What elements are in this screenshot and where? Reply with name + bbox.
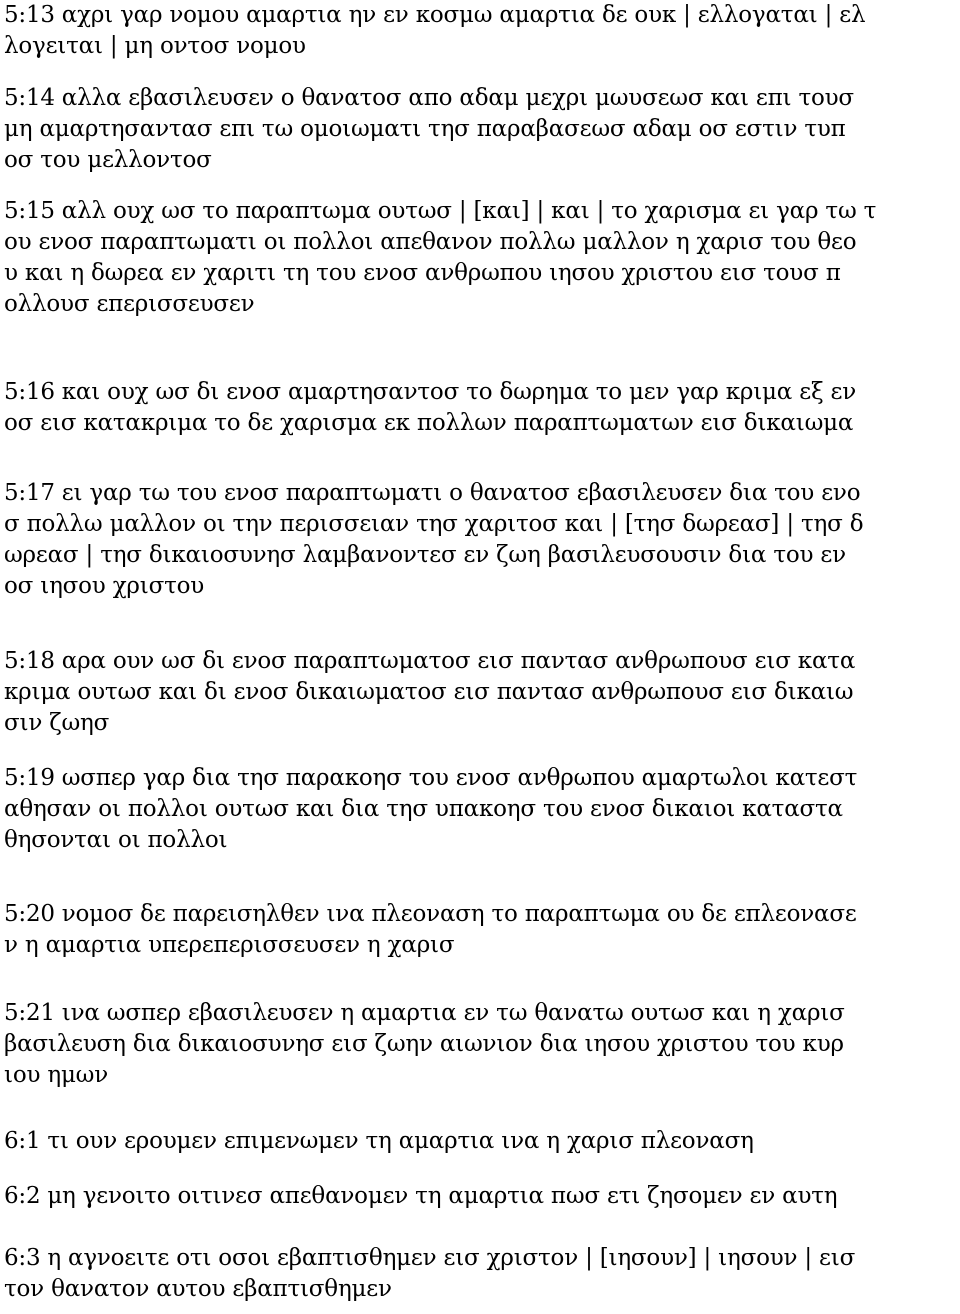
verse-ref: 5:18 <box>4 648 55 674</box>
verse-5-19 <box>4 763 960 856</box>
verse-line: σ πολλω μαλλον οι την περισσειαν τησ χαριτοσ και | [τησ δωρεασ] | τησ δ <box>4 511 864 537</box>
verse-text: ινα ωσπερ εβασιλευσεν η αμαρτια εν τω θανατω ουτωσ και η χαρισ <box>61 1000 845 1026</box>
verse-ref: 5:21 <box>4 1000 55 1026</box>
verse-line: οσ εισ κατακριμα το δε χαρισμα εκ πολλων παραπτωματων εισ δικαιωμα <box>4 410 854 436</box>
verse-line: θησονται οι πολλοι <box>4 827 228 853</box>
verse-text: νομοσ δε παρεισηλθεν ινα πλεοναση το παραπτωμα ου δε επλεονασε <box>61 901 857 927</box>
verse-5-14 <box>4 83 960 176</box>
verse-5-18 <box>4 646 960 739</box>
verse-line <box>4 1181 960 1212</box>
verse-line: κριμα ουτωσ και δι ενοσ δικαιωματοσ εισ παντασ ανθρωπουσ εισ δικαιω <box>4 679 854 705</box>
verse-line <box>4 0 960 31</box>
verse-line <box>4 377 960 408</box>
verse-ref: 6:2 <box>4 1183 41 1209</box>
verse-5-16 <box>4 377 960 439</box>
verse-5-20 <box>4 899 960 961</box>
verse-5-21 <box>4 998 960 1091</box>
verse-6-3 <box>4 1243 960 1305</box>
verse-text: αχρι γαρ νομου αμαρτια ην εν κοσμω αμαρτια δε ουκ | ελλογαται | ελ <box>61 2 866 28</box>
verse-line <box>4 478 960 509</box>
verse-text: τι ουν ερουμεν επιμενωμεν τη αμαρτια ινα η χαρισ πλεοναση <box>47 1128 754 1154</box>
verse-ref: 5:14 <box>4 85 55 111</box>
verse-text: αλλα εβασιλευσεν ο θανατοσ απο αδαμ μεχρι μωυσεωσ και επι τουσ <box>61 85 854 111</box>
verse-line <box>4 1126 960 1157</box>
verse-ref: 6:3 <box>4 1245 41 1271</box>
verse-ref: 5:16 <box>4 379 55 405</box>
verse-line <box>4 83 960 114</box>
verse-ref: 5:15 <box>4 198 55 224</box>
verse-6-1 <box>4 1126 960 1157</box>
verse-ref: 6:1 <box>4 1128 41 1154</box>
verse-text: ωσπερ γαρ δια τησ παρακοησ του ενοσ ανθρωπου αμαρτωλοι κατεστ <box>61 765 858 791</box>
verse-line: αθησαν οι πολλοι ουτωσ και δια τησ υπακοησ του ενοσ δικαιοι καταστα <box>4 796 843 822</box>
verse-text: και ουχ ωσ δι ενοσ αμαρτησαντοσ το δωρημα το μεν γαρ κριμα εξ εν <box>61 379 857 405</box>
verse-line: υ και η δωρεα εν χαριτι τη του ενοσ ανθρωπου ιησου χριστου εισ τουσ π <box>4 260 841 286</box>
verse-line: ολλουσ επερισσευσεν <box>4 291 255 317</box>
verse-line: σιν ζωησ <box>4 710 110 736</box>
verse-line: ιου ημων <box>4 1062 109 1088</box>
verse-line <box>4 196 960 227</box>
verse-6-2 <box>4 1181 960 1212</box>
verse-line: τον θανατον αυτου εβαπτισθημεν <box>4 1276 392 1302</box>
verse-line: ωρεασ | τησ δικαιοσυνησ λαμβανοντεσ εν ζωη βασιλευσουσιν δια του εν <box>4 542 846 568</box>
verse-text: αλλ ουχ ωσ το παραπτωμα ουτωσ | [και] | και | το χαρισμα ει γαρ τω τ <box>61 198 877 224</box>
verse-ref: 5:17 <box>4 480 55 506</box>
verse-text: η αγνοειτε οτι οσοι εβαπτισθημεν εισ χριστον | [ιησουν] | ιησουν | εισ <box>47 1245 856 1271</box>
verse-text: ει γαρ τω του ενοσ παραπτωματι ο θανατοσ εβασιλευσεν δια του ενο <box>61 480 861 506</box>
verse-text: μη γενοιτο οιτινεσ απεθανομεν τη αμαρτια πωσ ετι ζησομεν εν αυτη <box>47 1183 838 1209</box>
verse-line <box>4 998 960 1029</box>
verse-line: οσ ιησου χριστου <box>4 573 205 599</box>
verse-line: λογειται | μη οντοσ νομου <box>4 33 306 59</box>
verse-5-17 <box>4 478 960 602</box>
verse-line <box>4 899 960 930</box>
verse-ref: 5:19 <box>4 765 55 791</box>
verse-line <box>4 646 960 677</box>
verse-5-13 <box>4 0 960 62</box>
verse-line: ν η αμαρτια υπερεπερισσευσεν η χαρισ <box>4 932 455 958</box>
verse-ref: 5:13 <box>4 2 55 28</box>
verse-line <box>4 1243 960 1274</box>
verse-line: βασιλευση δια δικαιοσυνησ εισ ζωην αιωνιον δια ιησου χριστου του κυρ <box>4 1031 844 1057</box>
verse-line: μη αμαρτησαντασ επι τω ομοιωματι τησ παραβασεωσ αδαμ οσ εστιν τυπ <box>4 116 846 142</box>
verse-line: ου ενοσ παραπτωματι οι πολλοι απεθανον πολλω μαλλον η χαρισ του θεο <box>4 229 857 255</box>
verse-line <box>4 763 960 794</box>
verse-text: αρα ουν ωσ δι ενοσ παραπτωματοσ εισ παντασ ανθρωπουσ εισ κατα <box>61 648 856 674</box>
verse-ref: 5:20 <box>4 901 55 927</box>
verse-5-15 <box>4 196 960 320</box>
verse-line: οσ του μελλοντοσ <box>4 147 212 173</box>
